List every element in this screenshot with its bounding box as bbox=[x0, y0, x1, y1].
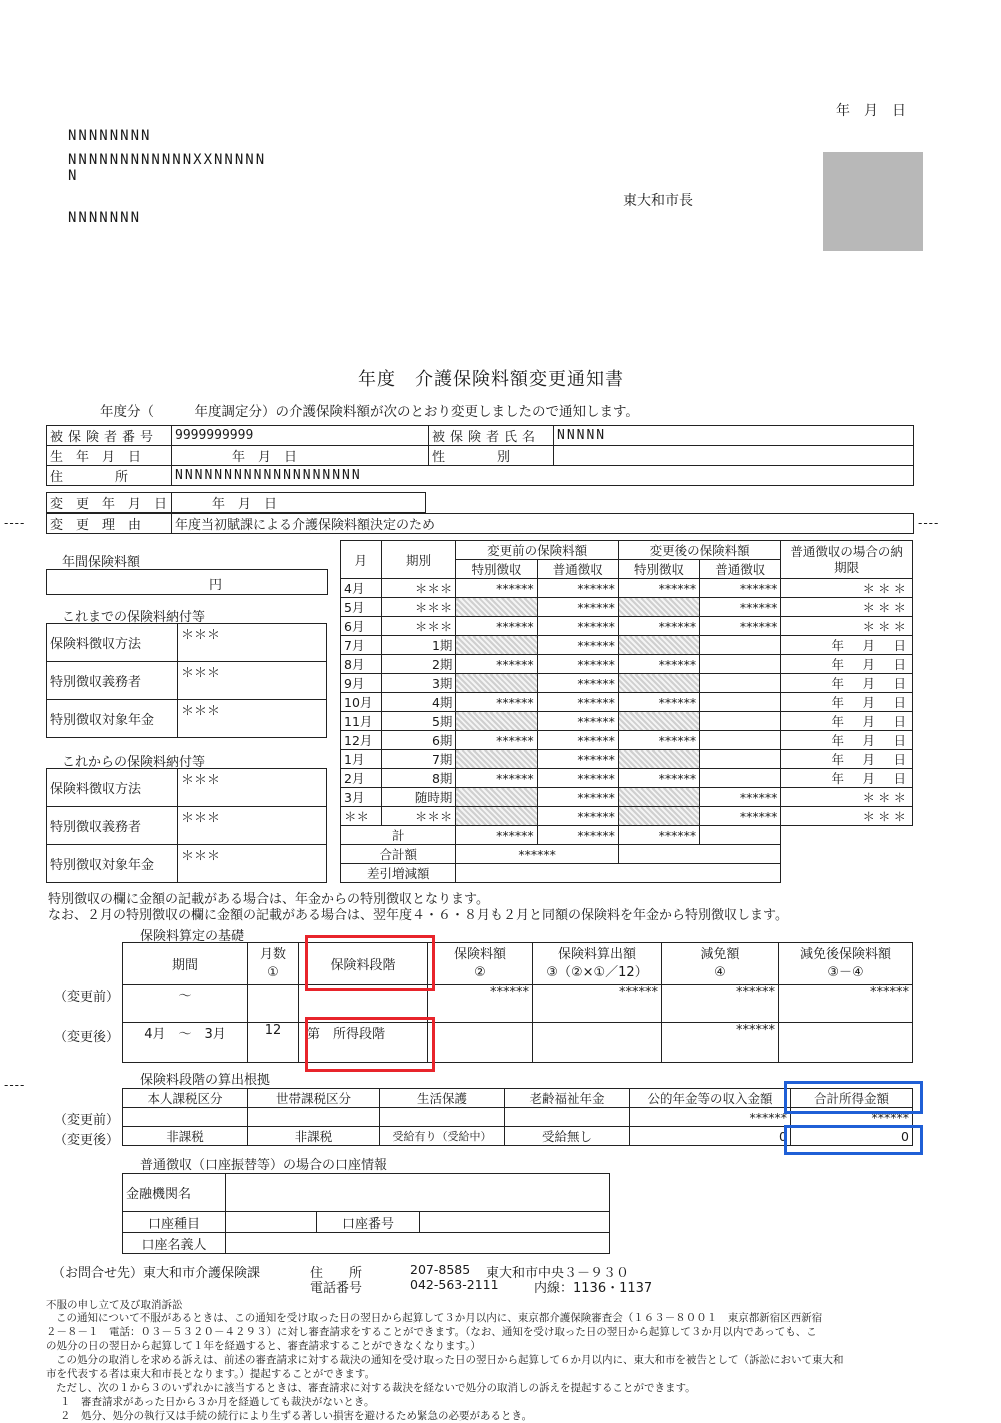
sch-after-ordinary bbox=[700, 769, 781, 788]
sch-month: 9月 bbox=[341, 674, 382, 693]
bank-value bbox=[226, 1174, 610, 1212]
sch-deadline: 年 月 日 bbox=[781, 731, 913, 750]
sum-before: ****** bbox=[456, 845, 618, 864]
sb-header-household: 世帯課税区分 bbox=[248, 1089, 380, 1108]
sch-deadline: ＊＊＊ bbox=[781, 598, 913, 617]
basis-stage-header: 保険料段階 bbox=[299, 943, 428, 985]
address-value: NNNNNNNNNNNNNNNNNNN bbox=[172, 466, 914, 486]
basis-months-label: 月数 bbox=[259, 946, 286, 962]
sb-before-pension: ****** bbox=[630, 1108, 791, 1127]
schedule-row bbox=[341, 807, 913, 826]
basis-after-premium bbox=[428, 1023, 533, 1063]
address-line-1: NNNNNNNN bbox=[68, 128, 152, 144]
basis-calc-label: 保険料算出額 bbox=[557, 946, 636, 962]
birth-label: 生 年 月 日 bbox=[47, 446, 172, 466]
after-ordinary-header: 普通徴収 bbox=[700, 560, 781, 579]
sch-month: 12月 bbox=[341, 731, 382, 750]
sb-after-household: 非課税 bbox=[248, 1127, 380, 1146]
sch-before-special: ****** bbox=[456, 655, 537, 674]
change-date-value: 年 月 日 bbox=[172, 493, 426, 513]
sch-after-ordinary: ****** bbox=[700, 807, 781, 826]
total-label: 計 bbox=[341, 826, 456, 845]
sch-deadline: 年 月 日 bbox=[781, 674, 913, 693]
intro-text: 年度分（ 年度調定分）の介護保険料額が次のとおり変更しましたので通知します。 bbox=[100, 404, 639, 420]
fold-mark-left: ---- bbox=[4, 516, 26, 530]
sch-before-ordinary: ****** bbox=[537, 617, 618, 636]
sch-period: ＊＊＊ bbox=[381, 617, 456, 636]
sch-deadline: ＊＊＊ bbox=[781, 579, 913, 598]
insured-number-label: 被保険者番号 bbox=[47, 426, 172, 446]
sch-after-ordinary bbox=[700, 712, 781, 731]
sch-month: 1月 bbox=[341, 750, 382, 769]
sch-after-special: ****** bbox=[618, 579, 699, 598]
sch-after-ordinary: ****** bbox=[700, 598, 781, 617]
schedule-row bbox=[341, 788, 913, 807]
sch-deadline: 年 月 日 bbox=[781, 750, 913, 769]
total-after-ordinary bbox=[700, 826, 781, 845]
schedule-row bbox=[341, 636, 913, 655]
sch-period: 7期 bbox=[381, 750, 456, 769]
sb-header-oldage: 老齢福祉年金 bbox=[505, 1089, 630, 1108]
schedule-row bbox=[341, 674, 913, 693]
appeal-line-2: ２－８－１ 電話：０３－５３２０－４２９３）に対し審査請求をすることができます。（なお、通知を受け取った日の翌日から起算して３か月以内であっても、こ bbox=[46, 1326, 817, 1338]
schedule-row bbox=[341, 655, 913, 674]
sch-deadline: 年 月 日 bbox=[781, 712, 913, 731]
account-holder-value bbox=[226, 1233, 610, 1254]
fold-mark-right: ---- bbox=[918, 516, 940, 530]
sch-period: 6期 bbox=[381, 731, 456, 750]
sb-before-household bbox=[248, 1108, 380, 1127]
appeal-line-3: の処分の日の翌日から起算して１年を経過すると、審査請求することができなくなります。） bbox=[46, 1340, 481, 1352]
contact-address: 東大和市中央３－９３０ bbox=[486, 1266, 630, 1281]
sch-month: 8月 bbox=[341, 655, 382, 674]
official-seal bbox=[823, 152, 923, 251]
sch-after-special: ****** bbox=[618, 693, 699, 712]
schedule-row bbox=[341, 598, 913, 617]
annual-premium-unit: 円 bbox=[209, 578, 223, 593]
future-payment-table bbox=[46, 768, 327, 883]
col-period-header: 期別 bbox=[381, 541, 456, 579]
basis-period-header: 期間 bbox=[123, 943, 248, 985]
sch-after-ordinary: ****** bbox=[700, 788, 781, 807]
sb-after-pension: 0 bbox=[630, 1127, 791, 1146]
basis-final-label: 減免後保険料額 bbox=[799, 946, 891, 962]
sch-after-ordinary bbox=[700, 655, 781, 674]
account-number-label: 口座番号 bbox=[317, 1212, 420, 1233]
total-before-ordinary: ****** bbox=[537, 826, 618, 845]
sch-month: 7月 bbox=[341, 636, 382, 655]
sch-before-ordinary: ****** bbox=[537, 788, 618, 807]
basis-label: 保険料算定の基礎 bbox=[140, 929, 245, 944]
sch-before-ordinary: ****** bbox=[537, 712, 618, 731]
contact-tel: 042-563-2111 bbox=[410, 1277, 499, 1292]
document-title: 年度 介護保険料額変更通知書 bbox=[358, 369, 624, 390]
sb-before-income: ****** bbox=[791, 1108, 913, 1127]
sch-before-special bbox=[456, 636, 537, 655]
past-pension-label: 特別徴収対象年金 bbox=[47, 700, 178, 738]
appeal-body bbox=[46, 1311, 916, 1423]
sch-period: 5期 bbox=[381, 712, 456, 731]
sch-before-ordinary: ****** bbox=[537, 750, 618, 769]
sb-header-welfare: 生活保護 bbox=[380, 1089, 505, 1108]
sch-month: 3月 bbox=[341, 788, 382, 807]
sch-before-ordinary: ****** bbox=[537, 674, 618, 693]
basis-months-no: ① bbox=[267, 964, 279, 980]
sch-period: 1期 bbox=[381, 636, 456, 655]
sb-after-income: 0 bbox=[791, 1127, 913, 1146]
after-special-header: 特別徴収 bbox=[618, 560, 699, 579]
basis-final-header bbox=[779, 943, 913, 985]
insured-number: 9999999999 bbox=[172, 426, 429, 446]
basis-after-period: 4月 ～ 3月 bbox=[123, 1023, 248, 1063]
sch-after-ordinary: ****** bbox=[700, 617, 781, 636]
sch-before-ordinary: ****** bbox=[537, 807, 618, 826]
account-number-value bbox=[420, 1212, 610, 1233]
appeal-line-6: ただし、次の１から３のいずれかに該当するときは、審査請求に対する裁決を経ないで処分の取消しの訴えを提起することができます。 bbox=[56, 1382, 696, 1394]
change-reason-label: 変 更 理 由 bbox=[47, 514, 172, 534]
sch-after-special bbox=[618, 598, 699, 617]
sb-before-oldage bbox=[505, 1108, 630, 1127]
schedule-row bbox=[341, 579, 913, 598]
diff-label: 差引増減額 bbox=[341, 864, 456, 883]
income-header-highlight bbox=[784, 1081, 923, 1114]
address-line-2: NNNNNNNNNNNNXXNNNNN bbox=[68, 152, 267, 168]
income-value-highlight bbox=[784, 1125, 923, 1155]
appeal-line-4: この処分の取消しを求める訴えは、前述の審査請求に対する裁決の通知を受け取った日の翌日から起算して６か月以内に、東大和市を被告として（訴訟において東大和 bbox=[56, 1354, 844, 1366]
sch-before-ordinary: ****** bbox=[537, 655, 618, 674]
sch-after-special: ****** bbox=[618, 655, 699, 674]
basis-before-premium: ****** bbox=[428, 985, 533, 1023]
sch-before-ordinary: ****** bbox=[537, 579, 618, 598]
sb-after-label: （変更後） bbox=[54, 1133, 120, 1148]
sch-month: 11月 bbox=[341, 712, 382, 731]
date-line: 年 月 日 bbox=[836, 103, 906, 119]
change-reason-value: 年度当初賦課による介護保険料額決定のため bbox=[172, 514, 914, 534]
schedule-row bbox=[341, 731, 913, 750]
sch-after-special bbox=[618, 636, 699, 655]
basis-before-period: ～ bbox=[123, 985, 248, 1023]
sch-after-ordinary bbox=[700, 750, 781, 769]
schedule-row bbox=[341, 712, 913, 731]
sch-before-special: ****** bbox=[456, 617, 537, 636]
account-type-label: 口座種目 bbox=[123, 1212, 226, 1233]
sch-period: ＊＊＊ bbox=[381, 807, 456, 826]
sb-before-label: （変更前） bbox=[54, 1113, 120, 1128]
insured-name-label: 被保険者氏名 bbox=[429, 426, 554, 446]
sch-before-special bbox=[456, 674, 537, 693]
sch-month: 5月 bbox=[341, 598, 382, 617]
sch-period: ＊＊＊ bbox=[381, 579, 456, 598]
past-method-label: 保険料徴収方法 bbox=[47, 624, 178, 662]
sch-after-special: ****** bbox=[618, 769, 699, 788]
basis-premium-no: ② bbox=[474, 964, 486, 980]
basis-months-header bbox=[248, 943, 299, 985]
contact-label: （お問合せ先）東大和市介護保険課 bbox=[52, 1266, 261, 1281]
sch-before-ordinary: ****** bbox=[537, 731, 618, 750]
future-obligor-value: ＊＊＊ bbox=[178, 807, 327, 845]
address-line-3: N bbox=[68, 168, 79, 184]
sch-after-ordinary bbox=[700, 674, 781, 693]
stage-value-highlight bbox=[305, 1017, 435, 1072]
annual-premium-box bbox=[46, 569, 328, 595]
basis-after-label: （変更後） bbox=[54, 1030, 120, 1045]
sum-label: 合計額 bbox=[341, 845, 456, 864]
sch-before-special bbox=[456, 750, 537, 769]
basis-final-no: ③－④ bbox=[827, 964, 864, 980]
sch-after-ordinary: ****** bbox=[700, 579, 781, 598]
sch-before-special bbox=[456, 788, 537, 807]
sch-after-ordinary bbox=[700, 693, 781, 712]
total-before-special: ****** bbox=[456, 826, 537, 845]
sch-period: ＊＊＊ bbox=[381, 598, 456, 617]
sch-before-special: ****** bbox=[456, 579, 537, 598]
contact-address-label: 住 所 bbox=[310, 1266, 363, 1281]
basis-after-final bbox=[779, 1023, 913, 1063]
sb-header-pension: 公的年金等の収入金額 bbox=[630, 1089, 791, 1108]
sch-month: 10月 bbox=[341, 693, 382, 712]
basis-calc-no: ③（②×①／12） bbox=[546, 964, 648, 980]
bank-label: 金融機関名 bbox=[123, 1174, 226, 1212]
sch-after-special bbox=[618, 807, 699, 826]
schedule-row bbox=[341, 769, 913, 788]
appeal-line-8: ２ 処分、処分の執行又は手続の続行により生ずる著しい損害を避けるため緊急の必要があるとき。 bbox=[60, 1410, 533, 1422]
sch-month: 2月 bbox=[341, 769, 382, 788]
sch-before-special bbox=[456, 807, 537, 826]
sch-deadline: 年 月 日 bbox=[781, 655, 913, 674]
basis-before-calc: ****** bbox=[533, 985, 662, 1023]
sch-deadline: ＊＊＊ bbox=[781, 788, 913, 807]
basis-calc-header bbox=[533, 943, 662, 985]
basis-before-label: （変更前） bbox=[54, 990, 120, 1005]
sch-deadline: 年 月 日 bbox=[781, 693, 913, 712]
schedule-row bbox=[341, 617, 913, 636]
sch-before-special: ****** bbox=[456, 693, 537, 712]
note-line-1: 特別徴収の欄に金額の記載がある場合は、年金からの特別徴収となります。 bbox=[48, 892, 489, 907]
basis-after-reduction: ****** bbox=[662, 1023, 779, 1063]
total-after-special: ****** bbox=[618, 826, 699, 845]
account-info-label: 普通徴収（口座振替等）の場合の口座情報 bbox=[140, 1158, 388, 1173]
sch-deadline: ＊＊＊ bbox=[781, 807, 913, 826]
insured-info-table bbox=[46, 425, 914, 486]
contact-extension: 内線：1136・1137 bbox=[534, 1281, 653, 1296]
sch-deadline: 年 月 日 bbox=[781, 769, 913, 788]
sb-header-income: 合計所得金額 bbox=[791, 1089, 913, 1108]
schedule-table bbox=[340, 540, 913, 883]
sex-value bbox=[554, 446, 914, 466]
sch-period: 8期 bbox=[381, 769, 456, 788]
sch-after-special bbox=[618, 674, 699, 693]
contact-tel-label: 電話番号 bbox=[310, 1281, 363, 1296]
diff-value bbox=[456, 864, 781, 883]
note-line-2: なお、２月の特別徴収の欄に金額の記載がある場合は、翌年度４・６・８月も２月と同額の保険料を年金から特別徴収します。 bbox=[48, 908, 788, 923]
fold-mark-left-2: ---- bbox=[4, 1078, 26, 1092]
stage-header-highlight bbox=[305, 935, 435, 991]
sb-after-self: 非課税 bbox=[123, 1127, 248, 1146]
sch-after-special bbox=[618, 750, 699, 769]
basis-before-final: ****** bbox=[779, 985, 913, 1023]
future-method-label: 保険料徴収方法 bbox=[47, 769, 178, 807]
sch-period: 2期 bbox=[381, 655, 456, 674]
sch-before-special: ****** bbox=[456, 731, 537, 750]
change-reason-table bbox=[46, 513, 914, 534]
change-date-table bbox=[46, 492, 426, 513]
basis-reduction-no: ④ bbox=[714, 964, 726, 980]
address-line-4: NNNNNNN bbox=[68, 210, 142, 226]
account-holder-label: 口座名義人 bbox=[123, 1233, 226, 1254]
sch-before-ordinary: ****** bbox=[537, 769, 618, 788]
schedule-row bbox=[341, 693, 913, 712]
future-obligor-label: 特別徴収義務者 bbox=[47, 807, 178, 845]
sch-period: 4期 bbox=[381, 693, 456, 712]
sch-before-special bbox=[456, 598, 537, 617]
birth-value: 年 月 日 bbox=[172, 446, 429, 466]
sex-label: 性 別 bbox=[429, 446, 554, 466]
before-header: 変更前の保険料額 bbox=[456, 541, 618, 560]
address-label: 住 所 bbox=[47, 466, 172, 486]
sch-after-special bbox=[618, 788, 699, 807]
sb-before-self bbox=[123, 1108, 248, 1127]
basis-before-reduction: ****** bbox=[662, 985, 779, 1023]
issuer-name: 東大和市長 bbox=[623, 193, 693, 209]
sch-period: 随時期 bbox=[381, 788, 456, 807]
future-method-value: ＊＊＊ bbox=[178, 769, 327, 807]
past-payment-label: これまでの保険料納付等 bbox=[62, 610, 206, 625]
sb-header-self: 本人課税区分 bbox=[123, 1089, 248, 1108]
basis-reduction-header bbox=[662, 943, 779, 985]
sum-after bbox=[618, 845, 780, 864]
account-type-value bbox=[226, 1212, 317, 1233]
col-month-header: 月 bbox=[341, 541, 382, 579]
basis-premium-label: 保険料額 bbox=[453, 946, 506, 962]
sch-before-ordinary: ****** bbox=[537, 693, 618, 712]
past-method-value: ＊＊＊ bbox=[178, 624, 327, 662]
sch-after-special: ****** bbox=[618, 731, 699, 750]
deadline-header: 普通徴収の場合の納期限 bbox=[781, 541, 913, 579]
basis-premium-header bbox=[428, 943, 533, 985]
appeal-line-7: １ 審査請求があった日から３か月を経過しても裁決がないとき。 bbox=[60, 1396, 375, 1408]
future-pension-value: ＊＊＊ bbox=[178, 845, 327, 883]
sch-period: 3期 bbox=[381, 674, 456, 693]
basis-before-months bbox=[248, 985, 299, 1023]
annual-premium-label: 年間保険料額 bbox=[62, 555, 141, 570]
account-table bbox=[122, 1173, 610, 1254]
sch-deadline: 年 月 日 bbox=[781, 636, 913, 655]
contact-postal: 207-8585 bbox=[410, 1262, 471, 1277]
sb-after-welfare: 受給有り（受給中） bbox=[380, 1127, 505, 1146]
sb-after-oldage: 受給無し bbox=[505, 1127, 630, 1146]
sch-before-ordinary: ****** bbox=[537, 598, 618, 617]
basis-after-stage: 第 所得段階 bbox=[299, 1023, 428, 1063]
before-ordinary-header: 普通徴収 bbox=[537, 560, 618, 579]
sch-after-ordinary bbox=[700, 636, 781, 655]
appeal-line-1: この通知について不服があるときは、この通知を受け取った日の翌日から起算して３か月以内に、東京都介護保険審査会（１６３－８００１ 東京都新宿区西新宿 bbox=[56, 1312, 823, 1324]
insured-name: NNNNN bbox=[554, 426, 914, 446]
sch-month: ＊＊ bbox=[341, 807, 382, 826]
basis-reduction-label: 減免額 bbox=[700, 946, 740, 962]
sch-month: 4月 bbox=[341, 579, 382, 598]
past-obligor-label: 特別徴収義務者 bbox=[47, 662, 178, 700]
sch-before-special bbox=[456, 712, 537, 731]
sb-before-welfare bbox=[380, 1108, 505, 1127]
past-payment-table bbox=[46, 623, 327, 738]
sch-month: 6月 bbox=[341, 617, 382, 636]
appeal-line-5: 市を代表する者は東大和市長となります。）提起することができます。 bbox=[46, 1368, 376, 1380]
future-payment-label: これからの保険料納付等 bbox=[62, 755, 206, 770]
past-obligor-value: ＊＊＊ bbox=[178, 662, 327, 700]
sch-after-special bbox=[618, 712, 699, 731]
appeal-title: 不服の申し立て及び取消訴訟 bbox=[46, 1299, 183, 1311]
sch-before-ordinary: ****** bbox=[537, 636, 618, 655]
sch-before-special: ****** bbox=[456, 769, 537, 788]
basis-after-months: 12 bbox=[248, 1023, 299, 1063]
basis-after-calc bbox=[533, 1023, 662, 1063]
schedule-row bbox=[341, 750, 913, 769]
basis-table bbox=[122, 942, 913, 1063]
stage-basis-label: 保険料段階の算出根拠 bbox=[140, 1073, 271, 1088]
past-pension-value: ＊＊＊ bbox=[178, 700, 327, 738]
after-header: 変更後の保険料額 bbox=[618, 541, 780, 560]
future-pension-label: 特別徴収対象年金 bbox=[47, 845, 178, 883]
change-date-label: 変 更 年 月 日 bbox=[47, 493, 172, 513]
sch-after-ordinary bbox=[700, 731, 781, 750]
sch-deadline: ＊＊＊ bbox=[781, 617, 913, 636]
sch-after-special: ****** bbox=[618, 617, 699, 636]
before-special-header: 特別徴収 bbox=[456, 560, 537, 579]
